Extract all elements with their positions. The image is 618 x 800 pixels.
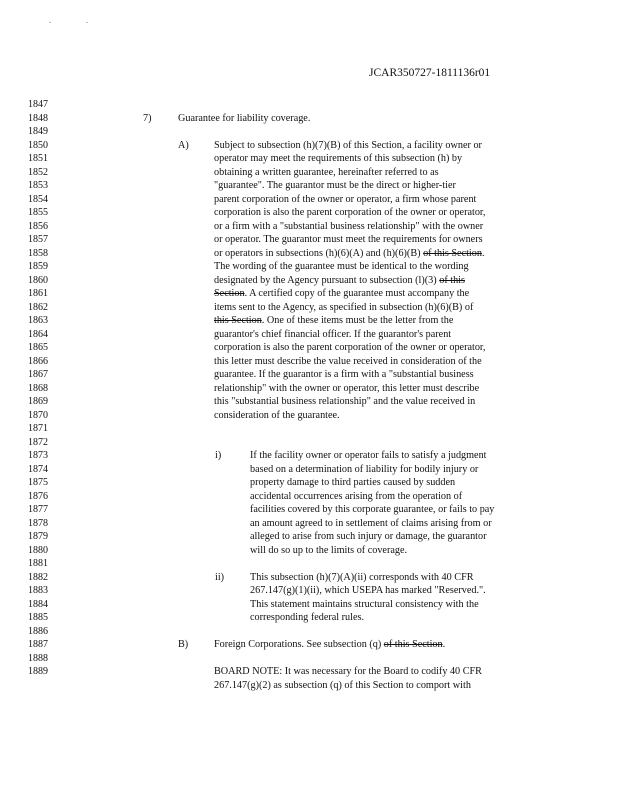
text-line: BOARD NOTE: It was necessary for the Board to codify 40 CFR (214, 666, 482, 677)
text-line (214, 274, 465, 288)
line-number: 1876 (28, 490, 48, 502)
line-number: 1882 (28, 571, 48, 583)
line-number: 1847 (28, 99, 48, 110)
text-segment: . A certified copy of the guarantee must accompany the (244, 288, 470, 299)
line-number: 1865 (28, 342, 48, 353)
text-segment: . (481, 247, 485, 259)
line-number: 1885 (28, 612, 48, 623)
text-line: this "substantial business relationship" and the value received in (214, 396, 476, 407)
line-number: 1855 (28, 207, 48, 218)
line-number: 1873 (28, 450, 48, 461)
text-line: corresponding federal rules. (250, 612, 364, 623)
text-line: If the facility owner or operator fails to satisfy a judgment (250, 450, 487, 461)
text-line: parent corporation of the owner or operator, a firm whose parent (214, 193, 477, 205)
line-number: 1863 (28, 315, 48, 326)
struck-text: of this Section (423, 247, 482, 259)
text-line: accidental occurrences arising from the operation of (250, 490, 463, 502)
line-number: 1852 (28, 166, 48, 178)
line-number: 1884 (28, 598, 48, 610)
line-number: 1862 (28, 301, 48, 313)
line-number: 1889 (28, 666, 48, 677)
text-line: consideration of the guarantee. (214, 409, 340, 421)
text-line: corporation is also the parent corporation of the owner or operator, (214, 342, 486, 353)
line-number: 1874 (28, 463, 48, 475)
line-number: 1866 (28, 355, 48, 367)
line-number: 1875 (28, 477, 48, 488)
text-segment: designated by the Agency pursuant to subsection (l)(3) (214, 274, 437, 286)
line-number: 1858 (28, 247, 48, 259)
line-number: 1864 (28, 328, 48, 340)
line-number: 1887 (28, 639, 48, 650)
text-line (214, 314, 453, 328)
line-number: 1886 (28, 625, 48, 637)
subsection-label-ii: ii) (215, 571, 225, 583)
text-line: items sent to the Agency, as specified in subsection (h)(6)(B) of (214, 301, 474, 313)
text-line: Subject to subsection (h)(7)(B) of this Section, a facility owner or (214, 139, 482, 151)
text-line: will do so up to the limits of coverage. (250, 544, 408, 556)
line-number: 1877 (28, 504, 48, 515)
line-number: 1872 (28, 436, 48, 448)
text-line: guarantor's chief financial officer. If the guarantor's parent (214, 328, 452, 340)
item-title: Guarantee for liability coverage. (178, 112, 311, 124)
subsection-label-i: i) (215, 450, 222, 461)
line-number: 1861 (28, 288, 48, 299)
text-line: this letter must describe the value received in consideration of the (214, 355, 482, 367)
document-id: JCAR350727-1811136r01 (369, 67, 491, 79)
struck-text: this Section (214, 315, 262, 326)
text-line (214, 287, 469, 301)
line-number: 1849 (28, 126, 48, 137)
text-line: facilities covered by this corporate guarantee, or fails to pay (250, 504, 495, 515)
scan-speck (49, 22, 51, 23)
text-line: This subsection (h)(7)(A)(ii) corresponds with 40 CFR (250, 571, 474, 583)
line-number: 1883 (28, 585, 48, 596)
line-number: 1856 (28, 220, 48, 232)
subsection-b-text (214, 638, 445, 652)
line-number: 1860 (28, 274, 48, 286)
subsection-label-b: B) (178, 639, 189, 650)
text-line: based on a determination of liability for bodily injury or (250, 463, 479, 475)
struck-text: of this Section (383, 639, 443, 650)
text-line: obtaining a written guarantee, hereinafter referred to as (214, 166, 439, 178)
text-line: an amount agreed to in settlement of claims arising from or (250, 517, 492, 529)
text-segment: . One of these items must be the letter from the (261, 315, 454, 326)
text-line: operator may meet the requirements of this subsection (h) by (214, 153, 463, 164)
text-line: "guarantee". The guarantor must be the direct or higher-tier (214, 180, 456, 191)
struck-text: of this (439, 274, 465, 286)
text-line: The wording of the guarantee must be identical to the wording (214, 261, 469, 272)
line-number: 1871 (28, 423, 48, 434)
text-line: 267.147(g)(2) as subsection (q) of this Section to comport with (214, 679, 471, 691)
text-line: 267.147(g)(1)(ii), which USEPA has marked "Reserved.". (250, 585, 486, 596)
line-number: 1857 (28, 234, 48, 245)
line-number: 1869 (28, 396, 48, 407)
text-segment: . (442, 639, 446, 650)
text-line: This statement maintains structural consistency with the (250, 598, 479, 610)
item-number: 7) (143, 112, 152, 124)
text-line: guarantee. If the guarantor is a firm with a "substantial business (214, 369, 474, 380)
line-number: 1881 (28, 558, 48, 569)
text-segment: or operators in subsections (h)(6)(A) and (h)(6)(B) (214, 247, 421, 259)
line-number: 1868 (28, 382, 48, 394)
subsection-label-a: A) (178, 139, 189, 151)
line-number: 1878 (28, 517, 48, 529)
text-segment: Foreign Corporations. See subsection (q) (214, 639, 382, 650)
line-number: 1848 (28, 112, 48, 124)
line-number: 1854 (28, 193, 48, 205)
text-line: corporation is also the parent corporation of the owner or operator, (214, 207, 486, 218)
text-line (214, 247, 484, 261)
text-line: or operator. The guarantor must meet the requirements for owners (214, 234, 483, 245)
text-line: relationship" with the owner or operator, this letter must describe (214, 382, 480, 394)
text-line: or a firm with a "substantial business relationship" with the owner (214, 220, 484, 232)
scan-speck (86, 22, 88, 23)
line-number: 1859 (28, 261, 48, 272)
text-line: property damage to third parties caused by sudden (250, 477, 456, 488)
line-number: 1850 (28, 139, 48, 151)
line-number: 1853 (28, 180, 48, 191)
text-line: alleged to arise from such injury or damage, the guarantor (250, 531, 487, 542)
line-number: 1879 (28, 531, 48, 542)
struck-text: Section (214, 288, 245, 299)
line-number: 1880 (28, 544, 48, 556)
line-number: 1870 (28, 409, 48, 421)
line-number: 1867 (28, 369, 48, 380)
line-number: 1851 (28, 153, 48, 164)
line-number: 1888 (28, 652, 48, 664)
